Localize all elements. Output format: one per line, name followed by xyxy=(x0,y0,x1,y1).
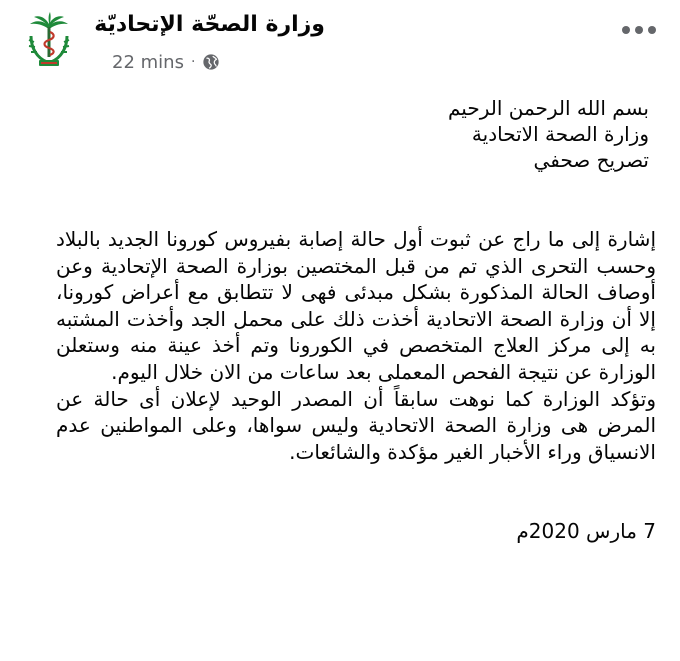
post-date: 7 مارس 2020م xyxy=(516,519,656,544)
post-header-line: وزارة الصحة الاتحادية xyxy=(471,122,649,146)
page-name[interactable]: وزارة الصحّة الإتحاديّة xyxy=(94,12,325,37)
more-dot xyxy=(622,26,630,34)
post-paragraph: إشارة إلى ما راج عن ثبوت أول حالة إصابة بفيروس كورونا الجديد بالبلاد وحسب التحرى الذي تم من قبل المختصين بوزارة الصحة الإتحادية وعن أوصاف الحالة المذكورة بشكل مبدئى فهى لا تتطابق مع أعراض كورونا، إلا أن وزارة الصحة الاتحادية أخذت ذلك على محمل الجد وأخذت المشتبه به إلى مركز العلاج المتخصص في الكورونا وتم أخذ عينة منه وستعلن الوزارة عن نتيجة الفحص المعملى بعد ساعات من الان خلال اليوم. xyxy=(56,227,656,384)
ministry-emblem-icon xyxy=(17,10,81,74)
post-body xyxy=(56,95,656,545)
post-header-line: بسم الله الرحمن الرحيم xyxy=(447,96,649,120)
more-dot xyxy=(635,26,643,34)
post-meta xyxy=(112,50,220,74)
more-dot xyxy=(648,26,656,34)
post-time[interactable]: 22 mins xyxy=(112,51,184,73)
post-header-line: تصريح صحفي xyxy=(533,148,649,172)
globe-icon[interactable] xyxy=(202,53,220,71)
more-options-icon[interactable] xyxy=(622,26,656,34)
post-paragraph: وتؤكد الوزارة كما نوهت سابقاً أن المصدر الوحيد لإعلان أى حالة عن المرض هى وزارة الصحة الاتحادية وليس سواها، وعلى المواطنين عدم الانسياق وراء الأخبار الغير مؤكدة والشائعات. xyxy=(56,386,656,464)
avatar[interactable] xyxy=(17,10,81,74)
meta-separator: · xyxy=(190,54,196,70)
